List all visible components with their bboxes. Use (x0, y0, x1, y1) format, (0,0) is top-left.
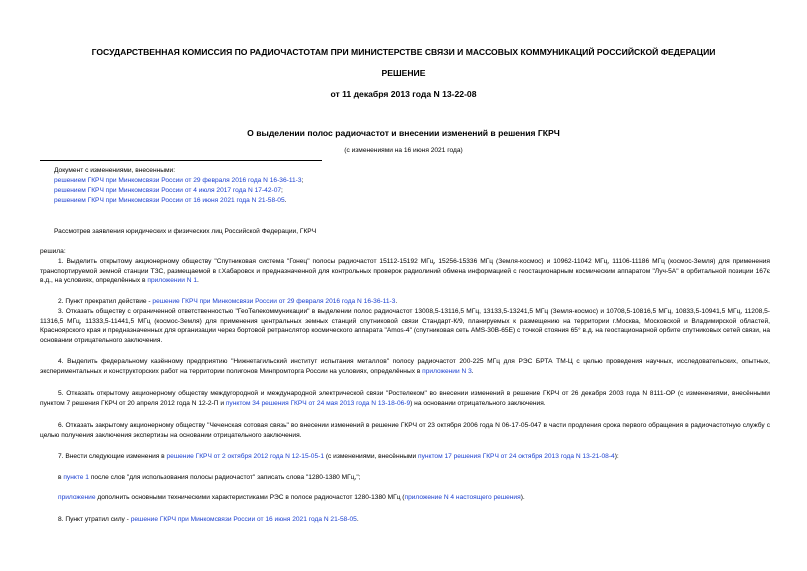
considered-text: Рассмотрев заявления юридических и физических лиц Российской Федерации, ГКРЧ (54, 228, 317, 235)
paragraph-7a: в пункте 1 после слов "для использования полосы радиочастот" записать слова "1280-1380 МГц,"; (58, 474, 361, 481)
paragraph-4: 4. Выделить федеральному казённому предприятию "Нижнетагильский институт испытания металлов" полосу радиочастот 200-225 МГц для РЭС БРТА ТМ-Ц с целью проведения научных, исследовательских, опытных, экспериментальных и конструкторских работ на территории полигонов Минпромторга России на условиях, определённых в приложении N 3. (40, 358, 770, 375)
annex-1-link[interactable]: приложении N 1 (147, 277, 197, 285)
clause-1-link[interactable]: пункте 1 (63, 474, 89, 481)
sep-1: ; (301, 177, 304, 184)
sep-2: ; (281, 187, 283, 194)
document-title: О выделении полос радиочастот и внесении изменений в решения ГКРЧ (247, 128, 560, 138)
document-type: РЕШЕНИЕ (381, 68, 426, 78)
changes-line-3 (54, 196, 287, 206)
change-link-2[interactable]: решением ГКРЧ при Минкомсвязи России от 4 июля 2017 года N 17-42-07 (54, 187, 282, 194)
revision-note: (с изменениями на 16 июня 2021 года) (344, 147, 463, 154)
paragraph-6: 6. Отказать закрытому акционерному обществу "Чеченская сотовая связь" во внесении изменений в решение ГКРЧ от 23 октября 2006 года N 06-17-05-047 в части продления срока первого обращения в радиочастотную службу с целью получения заключения экспертизы на основании отрицательного заключения. (40, 422, 770, 439)
annex-4-link[interactable]: приложение N 4 настоящего решения (404, 494, 521, 501)
p7-clause-link[interactable]: пунктом 17 решения ГКРЧ от 24 октября 2013 года N 13-21-08-4 (418, 453, 615, 460)
paragraph-5: 5. Отказать открытому акционерному обществу междугородной и международной электрической связи "Ростелеком" во внесении изменений в решение ГКРЧ от 26 декабря 2003 года N 8111-ОР (с изменениями, внесёнными пунктом 7 решения ГКРЧ от 20 апреля 2012 года N 12-2-П и пунктом 34 решения ГКРЧ от 24 мая 2013 года N 13-18-06-9) на основании отрицательного заключения. (40, 390, 770, 407)
paragraph-7: 7. Внести следующие изменения в решение ГКРЧ от 2 октября 2012 года N 12-15-05-1 (с изменениями, внесёнными пунктом 17 решения ГКРЧ от 24 октября 2013 года N 13-21-08-4): (58, 453, 619, 460)
change-link-1[interactable]: решением ГКРЧ при Минкомсвязи России от 29 февраля 2016 года N 16-36-11-3 (54, 177, 302, 184)
commission-heading: ГОСУДАРСТВЕННАЯ КОМИССИЯ ПО РАДИОЧАСТОТАМ ПРИ МИНИСТЕРСТВЕ СВЯЗИ И МАССОВЫХ КОММУНИКАЦИЙ РОССИЙСКОЙ ФЕДЕРАЦИИ (91, 47, 716, 57)
decided-text: решила: (40, 248, 66, 255)
document-date-number: от 11 декабря 2013 года N 13-22-08 (330, 89, 477, 99)
changes-intro: Документ с изменениями, внесенными: (54, 167, 176, 174)
p2-decision-link[interactable]: решение ГКРЧ при Минкомсвязи России от 29 февраля 2016 года N 16-36-11-3 (152, 298, 396, 305)
paragraph-7b: приложение дополнить основными техническими характеристиками РЭС в полосе радиочастот 1280-1380 МГц (приложение N 4 настоящего решения). (58, 494, 525, 501)
p8-decision-link[interactable]: решение ГКРЧ при Минкомсвязи России от 16 июня 2021 года N 21-58-05 (130, 516, 357, 523)
paragraph-1: 1. Выделить открытому акционерному обществу "Спутниковая система "Гонец" полосы радиочастот 15112-15192 МГц, 15256-15336 МГц (Земля-космос) и 10962-11042 МГц, 11106-11186 МГц (космос-Земля) для применения транспортируемой земной станции ТЗС, размещаемой в г.Хабаровск и предназначенной для контрольных проверок радиолиний обмена информацией с геостационарным космическим аппаратом "Луч-5А" в орбитальной позиции 167є в.д., на условиях, определённых в приложении N 1. (40, 258, 770, 285)
sep-3: . (284, 197, 287, 204)
paragraph-8: 8. Пункт утратил силу - решение ГКРЧ при Минкомсвязи России от 16 июня 2021 года N 21-58-05. (58, 516, 359, 523)
paragraph-3: 3. Отказать обществу с ограниченной ответственностью "ГеоТелекоммуникации" в выделении полос радиочастот 13008,5-13116,5 МГц, 13133,5-13241,5 МГц (Земля-космос) и 10708,5-10816,5 МГц, 10833,5-10941,5 МГц, 11208,5-11316,5 МГц, 11333,5-11441,5 МГц (космос-Земля) для применения центральных земных станций спутниковой связи Стандарт-К/9, планируемых к размещению на территории г.Москва, Московской и Владимирской областей, Красноярского края и предназначенных для организации через бортовой ретранслятор космического аппарата "Amos-4" (спутниковая сеть AMS-30В-65Е) с точкой стояния 65° в.д. на геостационарной орбите спутниковых сетей связи, на основании отрицательного заключения. (40, 308, 770, 344)
p7-decision-link[interactable]: решение ГКРЧ от 2 октября 2012 года N 12-15-05-1 (166, 453, 325, 460)
paragraph-2: 2. Пункт прекратил действие - решение ГКРЧ при Минкомсвязи России от 29 февраля 2016 года N 16-36-11-3. (58, 298, 398, 305)
changes-line-1 (54, 176, 303, 186)
p5-decision-link[interactable]: пунктом 34 решения ГКРЧ от 24 мая 2013 года N 13-18-06-9 (225, 399, 411, 407)
change-link-3[interactable]: решением ГКРЧ при Минкомсвязи России от 16 июня 2021 года N 21-58-05 (54, 197, 285, 204)
annex-link[interactable]: приложение (58, 494, 96, 501)
changes-line-2 (54, 186, 283, 196)
divider (40, 160, 322, 161)
annex-3-link[interactable]: приложении N 3 (422, 367, 472, 375)
